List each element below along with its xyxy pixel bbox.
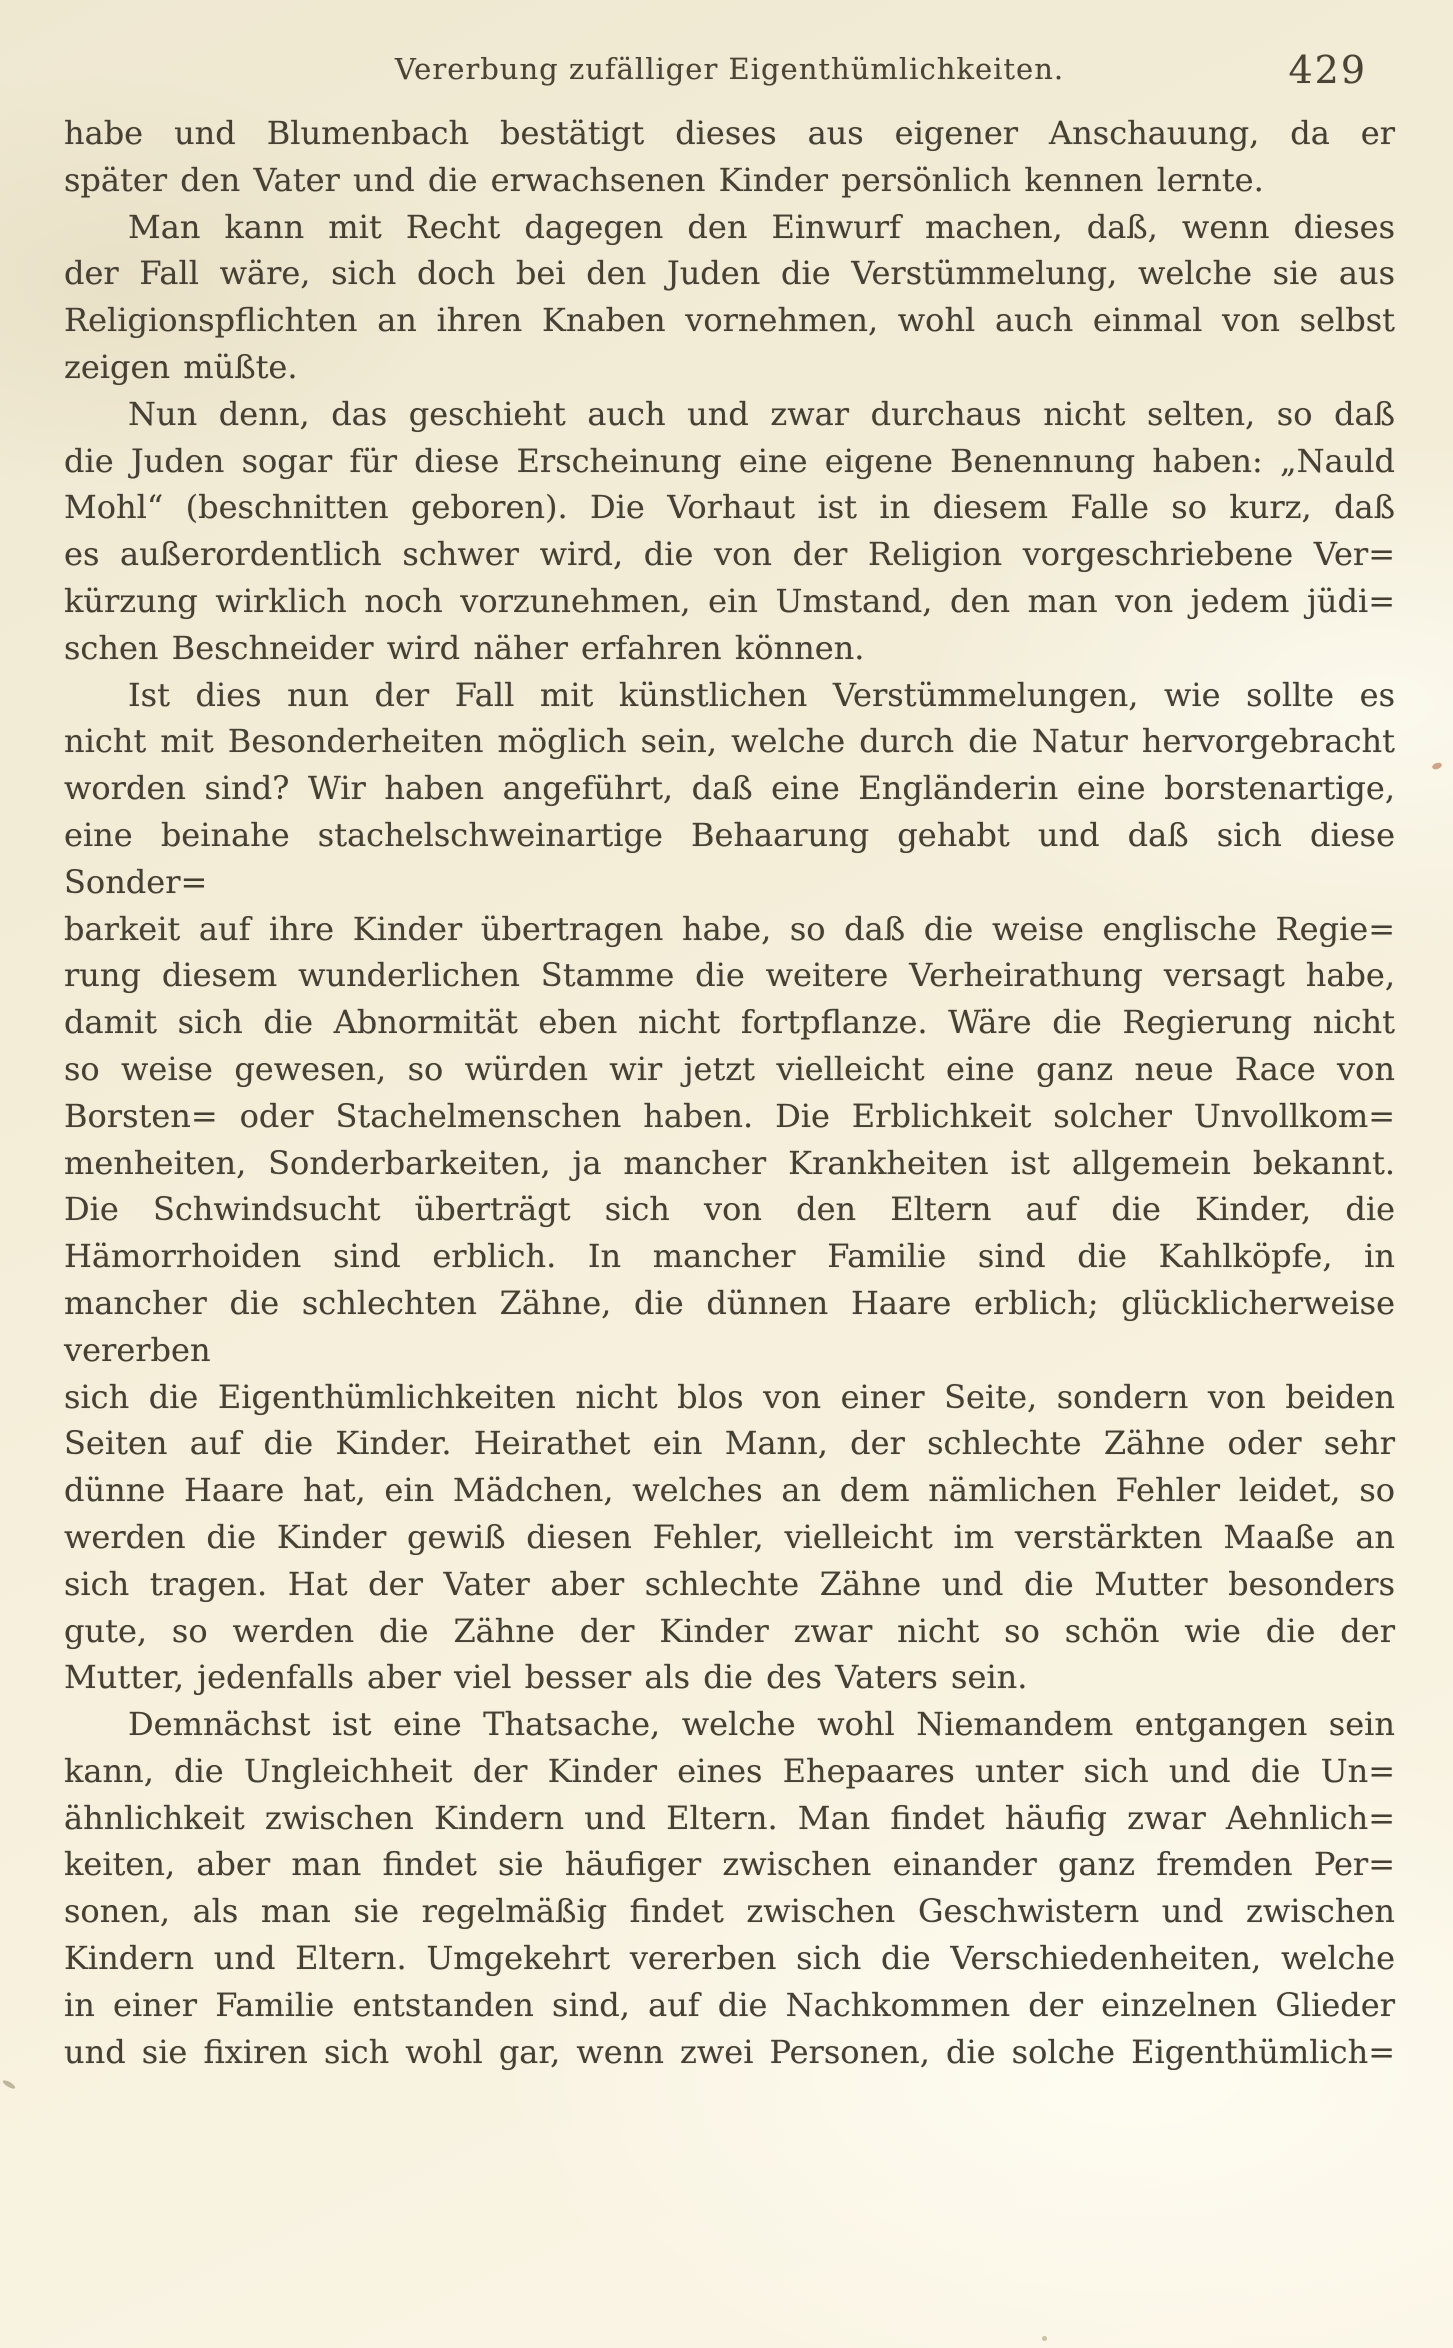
- text-line: Kindern und Eltern. Umgekehrt vererben sich die Verschiedenheiten, welche: [64, 1939, 1395, 1978]
- text-line: menheiten, Sonderbarkeiten, ja mancher Krankheiten ist allgemein bekannt.: [64, 1143, 1395, 1182]
- text-line: damit sich die Abnormität eben nicht fortpflanze. Wäre die Regierung nicht: [64, 1003, 1395, 1042]
- text-line: Mutter, jedenfalls aber viel besser als die des Vaters sein.: [64, 1658, 1028, 1697]
- text-line: so weise gewesen, so würden wir jetzt vielleicht eine ganz neue Race von: [64, 1049, 1395, 1088]
- text-line: dünne Haare hat, ein Mädchen, welches an dem nämlichen Fehler leidet, so: [64, 1471, 1395, 1510]
- page-header: [64, 48, 1395, 102]
- paper-speck: [2, 2079, 17, 2090]
- text-line: schen Beschneider wird näher erfahren können.: [64, 628, 865, 667]
- paper-speck: [1431, 761, 1442, 770]
- text-line: habe und Blumenbach bestätigt dieses aus eigener Anschauung, da er: [64, 114, 1395, 152]
- running-title: Vererbung zufälliger Eigenthümlichkeiten.: [394, 52, 1065, 86]
- text-line: und sie fixiren sich wohl gar, wenn zwei Personen, die solche Eigenthümlich=: [64, 2032, 1395, 2071]
- text-line: gute, so werden die Zähne der Kinder zwar nicht so schön wie die der: [64, 1611, 1395, 1650]
- paper-speck: [1042, 2336, 1047, 2341]
- text-line: sich die Eigenthümlichkeiten nicht blos von einer Seite, sondern von beiden: [64, 1377, 1395, 1416]
- text-line: die Juden sogar für diese Erscheinung eine eigene Benennung haben: „Nauld: [64, 441, 1395, 480]
- text-line: Seiten auf die Kinder. Heirathet ein Mann, der schlechte Zähne oder sehr: [64, 1424, 1395, 1463]
- text-line: ähnlichkeit zwischen Kindern und Eltern. Man findet häufig zwar Aehnlich=: [64, 1798, 1395, 1837]
- text-line: mancher die schlechten Zähne, die dünnen Haare erblich; glücklicherweise vererben: [64, 1283, 1395, 1369]
- text-line: rung diesem wunderlichen Stamme die weitere Verheirathung versagt habe,: [64, 956, 1395, 995]
- text-line: Mohl“ (beschnitten geboren). Die Vorhaut ist in diesem Falle so kurz, daß: [64, 488, 1395, 527]
- text-line: später den Vater und die erwachsenen Kinder persönlich kennen lernte.: [64, 160, 1264, 199]
- text-line: es außerordentlich schwer wird, die von der Religion vorgeschriebene Ver=: [64, 535, 1395, 574]
- text-line: nicht mit Besonderheiten möglich sein, welche durch die Natur hervorgebracht: [64, 722, 1395, 761]
- text-line: Nun denn, das geschieht auch und zwar durchaus nicht selten, so daß: [128, 394, 1395, 433]
- text-line: Demnächst ist eine Thatsache, welche wohl Niemandem entgangen sein: [128, 1705, 1395, 1744]
- page-number: 429: [1288, 48, 1367, 92]
- text-line: Man kann mit Recht dagegen den Einwurf machen, daß, wenn dieses: [128, 207, 1395, 246]
- text-line: keiten, aber man findet sie häufiger zwischen einander ganz fremden Per=: [64, 1845, 1395, 1884]
- text-line: der Fall wäre, sich doch bei den Juden die Verstümmelung, welche sie aus: [64, 254, 1395, 293]
- text-line: sonen, als man sie regelmäßig findet zwischen Geschwistern und zwischen: [64, 1892, 1395, 1931]
- text-line: barkeit auf ihre Kinder übertragen habe, so daß die weise englische Regie=: [64, 909, 1395, 948]
- text-line: Borsten= oder Stachelmenschen haben. Die Erblichkeit solcher Unvollkom=: [64, 1096, 1395, 1135]
- text-line: Die Schwindsucht überträgt sich von den Eltern auf die Kinder, die: [64, 1190, 1395, 1229]
- text-line: eine beinahe stachelschweinartige Behaarung gehabt und daß sich diese Sonder=: [64, 815, 1395, 901]
- text-line: in einer Familie entstanden sind, auf die Nachkommen der einzelnen Glieder: [64, 1985, 1395, 2024]
- text-line: Ist dies nun der Fall mit künstlichen Verstümmelungen, wie sollte es: [128, 675, 1395, 714]
- text-line: zeigen müßte.: [64, 347, 298, 386]
- text-line: werden die Kinder gewiß diesen Fehler, vielleicht im verstärkten Maaße an: [64, 1517, 1395, 1556]
- text-line: sich tragen. Hat der Vater aber schlechte Zähne und die Mutter besonders: [64, 1564, 1395, 1603]
- text-line: kann, die Ungleichheit der Kinder eines Ehepaares unter sich und die Un=: [64, 1751, 1395, 1790]
- text-block: [64, 110, 1395, 2075]
- text-line: Hämorrhoiden sind erblich. In mancher Familie sind die Kahlköpfe, in: [64, 1237, 1395, 1276]
- text-line: Religionspflichten an ihren Knaben vornehmen, wohl auch einmal von selbst: [64, 301, 1395, 340]
- text-line: worden sind? Wir haben angeführt, daß eine Engländerin eine borstenartige,: [64, 769, 1395, 808]
- text-line: kürzung wirklich noch vorzunehmen, ein Umstand, den man von jedem jüdi=: [64, 581, 1395, 620]
